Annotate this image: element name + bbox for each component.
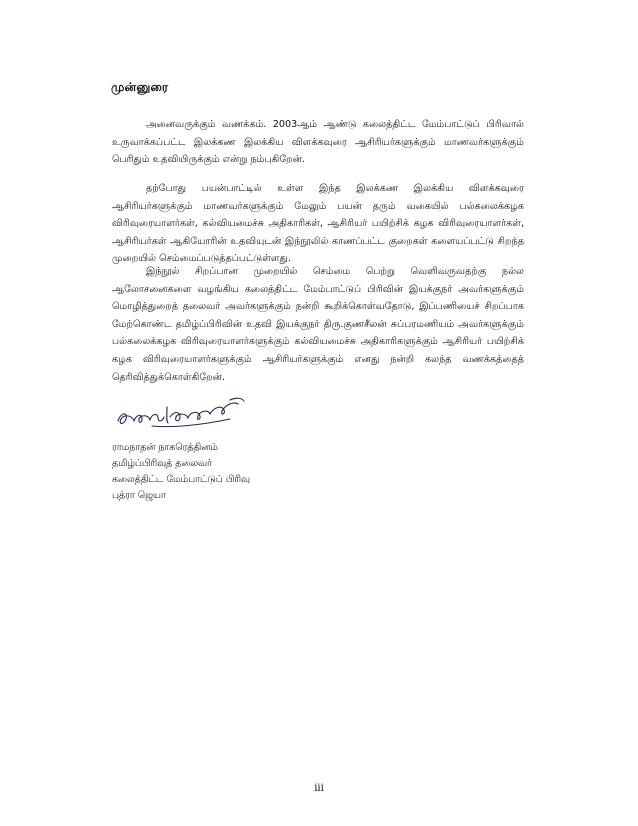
preface-paragraph-3: இந்நூல் சிறப்பான முறையில் செம்மை பெற்று வெளிவருவதற்கு நல்ல ஆலோசனைகளை வழங்கிய கலைத்திட்ட மேம்பாட்டுப் பிரிவின் இயக்குநர் அவர்களுக்கும் மொழித்துறைத் தலைவர் அவர்களுக்கும் நன்றி கூறிக்கொள்வதோடு, இப்பணியைச் சிறப்பாக மேற்கொண்ட தமிழ்ப்பிரிவின் உதவி இயக்குநர் திரு.குணசீலன் சுப்பரமணியம் அவர்களுக்கும் பல்கலைக்கழக விரிவுரையாளர்களுக்கும் கல்வியமைச்சு அதிகாரிகளுக்கும் ஆசிரியர் பயிற்சிக் கழக விரிவுரையாளர்களுக்கும் ஆசிரியர்களுக்கும் எனது நன்றி கலந்த வணக்கத்தைத் தெரிவித்துக்கொள்கிறேன்.	[112, 266, 524, 383]
preface-paragraph-2: தற்போது பயன்பாட்டில் உள்ள இந்த இலக்கண இலக்கிய விளக்கவுரை ஆசிரியர்களுக்கும் மாணவர்களுக்கும் மேலும் பயன் தரும் வகையில் பல்கலைக்கழக விரிவுரையாளர்கள், கல்வியமைச்சு அதிகாரிகள், ஆசிரியர் பயிற்சிக் கழக விரிவுரையாளர்கள், ஆசிரியர்கள் ஆகியோரின் உதவியுடன் இந்நூலில் காணப்பட்ட குறைகள் களையப்பட்டு சிறந்த முறையில் செம்மைப்படுத்தப்பட்டுள்ளது.	[112, 183, 524, 265]
signatory-title: தமிழ்ப்பிரிவுத் தலைவர்	[112, 458, 212, 469]
signatory-location: புத்ரா ஜெயா	[112, 490, 166, 501]
preface-heading: முன்னுரை	[111, 80, 169, 94]
preface-paragraph-1: அனைவருக்கும் வணக்கம். 2003ஆம் ஆண்டு கலைத்திட்ட மேம்பாட்டுப் பிரிவால் உருவாக்கப்பட்ட இலக்கண இலக்கிய விளக்கவுரை ஆசிரியர்களுக்கும் மாணவர்களுக்கும் பெரிதும் உதவியிருக்கும் என்று நம்புகிறேன்.	[112, 119, 524, 166]
signature-block	[112, 440, 250, 504]
signatory-division: கலைத்திட்ட மேம்பாட்டுப் பிரிவு	[112, 474, 251, 485]
signatory-name: ராமநாதன் நாகரெத்தினம்	[112, 442, 218, 453]
page-number: iii	[314, 783, 324, 794]
handwritten-signature	[112, 395, 252, 435]
